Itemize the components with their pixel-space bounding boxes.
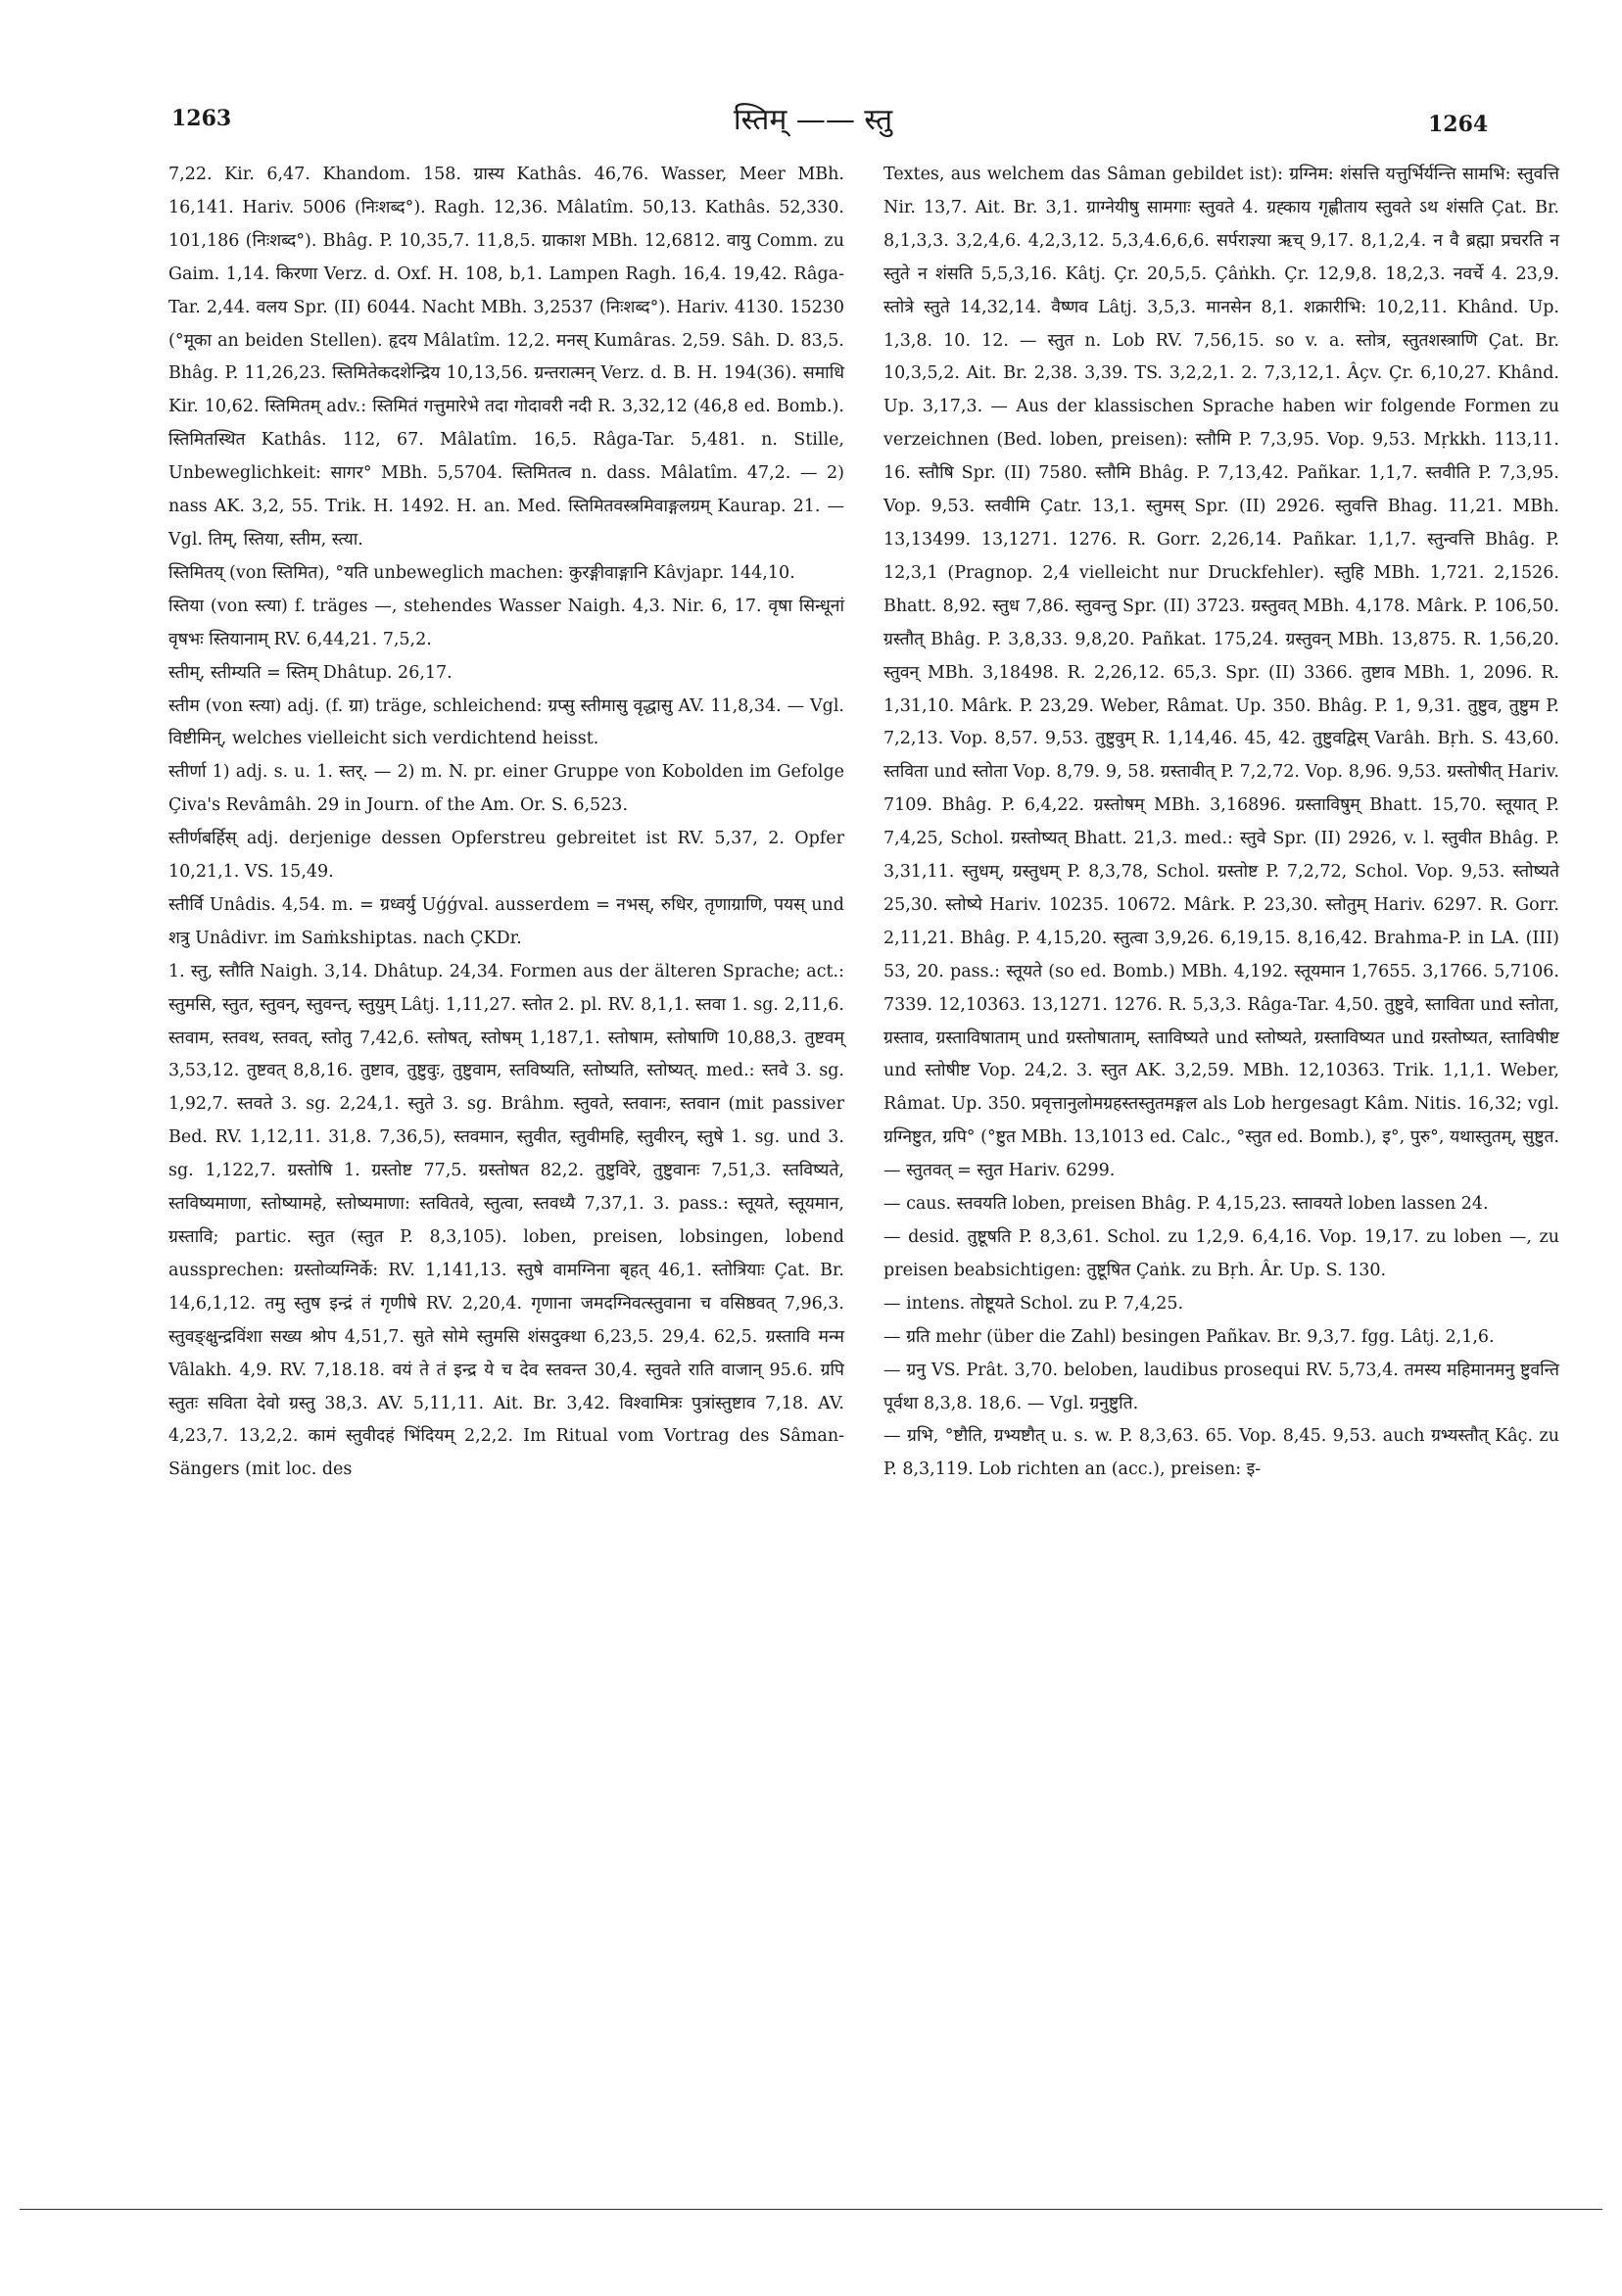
dictionary-entry: स्तीर्णा 1) adj. s. u. 1. स्तर्. — 2) m. N. pr. einer Gruppe von Kobolden im Gefolge Çiva's Revâmâh. 29 in Journ. of the Am. Or. S. 6,523. <box>168 762 844 816</box>
dictionary-entry: 7,22. Kir. 6,47. Khandom. 158. ग्रास्य Kathâs. 46,76. Wasser, Meer MBh. 16,141. Hariv. 5006 (निःशब्द°). Ragh. 12,36. Mâlatîm. 50,13. Kathâs. 52,330. 101,186 (निःशब्द°). Bhâg. P. 10,35,7. 11,8,5. ग्राकाश MBh. 12,6812. वायु Comm. zu Gaim. 1,14. किरणा Verz. d. Oxf. H. 108, b,1. Lampen Ragh. 16,4. 19,42. Râga-Tar. 2,44. वलय Spr. (II) 6044. Nacht MBh. 3,2537 (निःशब्द°). Hariv. 4130. 15230 (°मूका an beiden Stellen). हृदय Mâlatîm. 12,2. मनस् Kumâras. 2,59. Sâh. D. 83,5. Bhâg. P. 11,26,23. स्तिमितेकदशेन्द्रिय 10,13,56. ग्रन्तरात्मन् Verz. d. B. H. 194(36). समाधि Kir. 10,62. स्तिमितम् adv.: स्तिमितं गत्तुमारेभे तदा गोदावरी नदी R. 3,32,12 (46,8 ed. Bomb.). स्तिमितस्थित Kathâs. 112, 67. Mâlatîm. 16,5. Râga-Tar. 5,481. n. Stille, Unbeweglichkeit: सागर° MBh. 5,5704. स्तिमितत्व n. dass. Mâlatîm. 47,2. — 2) nass AK. 3,2, 55. Trik. H. 1492. H. an. Med. स्तिमितवस्त्रमिवाङ्गलग्रम् Kaurap. 21. — Vgl. तिम्, स्तिया, स्तीम, स्त्या. <box>168 165 844 550</box>
dictionary-entry: — ग्रनु VS. Prât. 3,70. beloben, laudibus prosequi RV. 5,73,4. तमस्य महिमानमनु ष्टुवन्ति पूर्वथा 8,3,8. 18,6. — Vgl. ग्रनुष्टुति. <box>883 1360 1559 1413</box>
running-head-title: स्तिम् —— स्तु <box>733 103 893 137</box>
right-column <box>883 159 1559 1487</box>
dictionary-entry: स्तिमितय् (von स्तिमित), °यति unbeweglich machen: कुरङ्गीवाङ्गानि Kâvjapr. 144,10. <box>168 562 795 583</box>
dictionary-entry: स्तीर्णबर्हिस् adj. derjenige dessen Opferstreu gebreitet ist RV. 5,37, 2. Opfer 10,21,1. VS. 15,49. <box>168 829 844 883</box>
right-page-number: 1264 <box>1428 112 1489 137</box>
dictionary-entry: स्तिया (von स्त्या) f. träges —, stehendes Wasser Naigh. 4,3. Nir. 6, 17. वृषा सिन्धूनां वृषभः स्तियानाम् RV. 6,44,21. 7,5,2. <box>168 596 844 649</box>
left-page-number: 1263 <box>171 106 232 131</box>
dictionary-entry: — ग्रभि, °ष्टौति, ग्रभ्यष्टौत् u. s. w. P. 8,3,63. 65. Vop. 8,45. 9,53. auch ग्रभ्यस्तौत् Kâç. zu P. 8,3,119. Lob richten an (acc.), preisen: इ- <box>883 1426 1559 1480</box>
dictionary-entry: — desid. तुष्टूषति P. 8,3,61. Schol. zu 1,2,9. 6,4,16. Vop. 19,17. zu loben —, zu preisen beabsichtigen: तुष्टूषित Çaṅk. zu Bṛh. Âr. Up. S. 130. <box>883 1227 1559 1280</box>
dictionary-entry: — caus. स्तवयति loben, preisen Bhâg. P. 4,15,23. स्तावयते loben lassen 24. <box>883 1194 1489 1215</box>
dictionary-entry: — ग्रति mehr (über die Zahl) besingen Pañkav. Br. 9,3,7. fgg. Lâtj. 2,1,6. <box>883 1326 1495 1347</box>
dictionary-entry: स्तीर्वि Unâdis. 4,54. m. = ग्रध्वर्यु Uǵǵval. ausserdem = नभस्, रुधिर, तृणाग्राणि, पयस् und शत्रु Unâdivr. im Saṁkshiptas. nach ÇKDr. <box>168 894 844 948</box>
footer-rule <box>20 2209 1602 2210</box>
dictionary-entry: — intens. तोष्टूयते Schol. zu P. 7,4,25. <box>883 1293 1184 1314</box>
dictionary-entry: Textes, aus welchem das Sâman gebildet ist): ग्रग्निम: शंसत्ति यत्तुर्भिर्यन्त्ति सामभि: स्तुवत्ति Nir. 13,7. Ait. Br. 3,1. ग्राग्नेयीषु सामगाः स्तुवते 4. ग्रह्काय गृह्णीताय स्तुवते ऽथ शंसति Çat. Br. 8,1,3,3. 3,2,4,6. 4,2,3,12. 5,3,4.6,6,6. सर्पराज्ञ्या ऋच् 9,17. 8,1,2,4. न वै ब्रह्मा प्रचरति न स्तुते न शंसति 5,5,3,16. Kâtj. Çr. 20,5,5. Çâṅkh. Çr. 12,9,8. 18,2,3. नवर्चे 4. 23,9. स्तोत्रे स्तुते 14,32,14. वैष्णव Lâtj. 3,5,3. मानसेन 8,1. शक्रारीभि: 10,2,11. Khând. Up. 1,3,8. 10. 12. — स्तुत n. Lob RV. 7,56,15. so v. a. स्तोत्र, स्तुतशस्त्राणि Çat. Br. 10,3,5,2. Ait. Br. 2,38. 3,39. TS. 3,2,2,1. 2. 7,3,12,1. Âçv. Çr. 6,10,27. Khând. Up. 3,17,3. — Aus der klassischen Sprache haben wir folgende Formen zu verzeichnen (Bed. loben, preisen): स्तौमि P. 7,3,95. Vop. 9,53. Mṛkkh. 113,11. 16. स्तौषि Spr. (II) 7580. स्तौमि Bhâg. P. 7,13,42. Pañkar. 1,1,7. स्तवीति P. 7,3,95. Vop. 9,53. स्तवीमि Çatr. 13,1. स्तुमस् Spr. (II) 2926. स्तुवत्ति Bhag. 11,21. MBh. 13,13499. 13,1271. 1276. R. Gorr. 2,26,14. Pañkar. 1,1,7. स्तुन्वत्ति Bhâg. P. 12,3,1 (Pragnop. 2,4 vielleicht nur Druckfehler). स्तुहि MBh. 1,721. 2,1526. Bhatt. 8,92. स्तुध 7,86. स्तुवन्तु Spr. (II) 3723. ग्रस्तुवत् MBh. 4,178. Mârk. P. 106,50. ग्रस्तौत् Bhâg. P. 3,8,33. 9,8,20. Pañkat. 175,24. ग्रस्तुवन् MBh. 13,875. R. 1,56,20. स्तुवन् MBh. 3,18498. R. 2,26,12. 65,3. Spr. (II) 3366. तुष्टाव MBh. 1, 2096. R. 1,31,10. Mârk. P. 23,29. Weber, Râmat. Up. 350. Bhâg. P. 1, 9,31. तुष्टुव, तुष्टुम P. 7,2,13. Vop. 8,57. 9,53. तुष्टुवुम् R. 1,14,46. 45, 42. तुष्टुवद्विस् Varâh. Bṛh. S. 43,60. स्तविता und स्तोता Vop. 8,79. 9, 58. ग्रस्तावीत् P. 7,2,72. Vop. 8,96. 9,53. ग्रस्तोषीत् Hariv. 7109. Bhâg. P. 6,4,22. ग्रस्तोषम् MBh. 3,16896. ग्रस्ताविषुम् Bhatt. 15,70. स्तूयात् P. 7,4,25, Schol. ग्रस्तोष्यत् Bhatt. 21,3. med.: स्तुवे Spr. (II) 2926, v. l. स्तुवीत Bhâg. P. 3,31,11. स्तुधम्, ग्रस्तुधम् P. 8,3,78, Schol. ग्रस्तोष्ट P. 7,2,72, Schol. Vop. 9,53. स्तोष्यते 25,30. स्तोष्ये Hariv. 10235. 10672. Mârk. P. 23,30. स्तोतुम् Hariv. 6297. R. Gorr. 2,11,21. Bhâg. P. 4,15,20. स्तुत्वा 3,9,26. 6,19,15. 8,16,42. Brahma-P. in LA. (III) 53, 20. pass.: स्तूयते (so ed. Bomb.) MBh. 4,192. स्तूयमान 1,7655. 3,1766. 5,7106. 7339. 12,10363. 13,1271. 1276. R. 5,3,3. Râga-Tar. 4,50. तुष्टुवे, स्ताविता und स्तोता, ग्रस्ताव, ग्रस्ताविषाताम् und ग्रस्तोषाताम्, स्ताविष्यते und स्तोष्यते, ग्रस्ताविष्यत und ग्रस्तोष्यत, स्ताविषीष्ट und स्तोषीष्ट Vop. 24,2. 3. स्तुत AK. 3,2,59. MBh. 12,10363. Trik. 1,1,1. Weber, Râmat. Up. 350. प्रवृत्तानुलोमग्रहस्तस्तुतमङ्गल als Lob hergesagt Kâm. Nitis. 16,32; vgl. ग्रग्निष्टुत, ग्रपि° (°ष्टुत MBh. 13,1013 ed. Calc., °स्तुत ed. Bomb.), इ°, पुरु°, यथास्तुतम्, सुष्टुत. — स्तुतवत् = स्तुत Hariv. 6299. <box>883 165 1559 1181</box>
dictionary-entry: स्तीम्, स्तीम्यति = स्तिम् Dhâtup. 26,17. <box>168 662 453 683</box>
dictionary-entry: 1. स्तु, स्तौति Naigh. 3,14. Dhâtup. 24,34. Formen aus der älteren Sprache; act.: स्तुमसि, स्तुत, स्तुवन्, स्तुवन्त्, स्तुयुम् Lâtj. 1,11,27. स्तोत 2. pl. RV. 8,1,1. स्तवा 1. sg. 2,11,6. स्तवाम, स्तवथ, स्तवत्, स्तोतु 7,42,6. स्तोषत्, स्तोषम् 1,187,1. स्तोषाम, स्तोषाणि 10,88,3. तुष्टवम् 3,53,12. तुष्टवत् 8,8,16. तुष्टाव, तुष्टुवुः, तुष्टुवाम, स्तविष्यति, स्तोष्यति, स्तोष्यत्. med.: स्तवे 3. sg. 1,92,7. स्तवते 3. sg. 2,24,1. स्तुते 3. sg. Brâhm. स्तुवते, स्तवानः, स्तवान (mit passiver Bed. RV. 1,12,11. 31,8. 7,36,5), स्तवमान, स्तुवीत, स्तुवीमहि, स्तुवीरन्, स्तुषे 1. sg. und 3. sg. 1,122,7. ग्रस्तोषि 1. ग्रस्तोष्ट 77,5. ग्रस्तोषत 82,2. तुष्टुविरे, तुष्टुवानः 7,51,3. स्तविष्यते, स्तविष्यमाणा, स्तोष्यामहे, स्तोष्यमाणा: स्तवितवे, स्तुत्वा, स्तवध्यै 7,37,1. 3. pass.: स्तूयते, स्तूयमान, ग्रस्तावि; partic. स्तुत (स्तुत P. 8,3,105). loben, preisen, lobsingen, lobend aussprechen: ग्रस्तोव्यग्निर्के: RV. 1,141,13. स्तुषे वामग्निना बृहत् 46,1. स्तोत्रियाः Çat. Br. 14,6,1,12. तमु स्तुष इन्द्रं तं गृणीषे RV. 2,20,4. गृणाना जमदग्निवत्स्तुवाना च वसिष्ठवत् 7,96,3. स्तुवङ्क्षुन्द्रविंशा सख्य श्रोप 4,51,7. सुते सोमे स्तुमसि शंसदुक्था 6,23,5. 29,4. 62,5. ग्रस्तावि मन्म Vâlakh. 4,9. RV. 7,18.18. वयं ते तं इन्द्र ये च देव स्तवन्त 30,4. स्तुवते राति वाजान् 95.6. ग्रपि स्तुतः सविता देवो ग्रस्तु 38,3. AV. 5,11,11. Ait. Br. 3,42. विश्वामित्रः पुत्रांस्तुष्टाव 7,18. AV. 4,23,7. 13,2,2. कामं स्तुवीदहं भिंदियम् 2,2,2. Im Ritual vom Vortrag des Sâman-Sängers (mit loc. des <box>168 961 844 1480</box>
left-column <box>168 159 844 1487</box>
dictionary-entry: स्तीम (von स्त्या) adj. (f. ग्रा) träge, schleichend: ग्रप्सु स्तीमासु वृद्धासु AV. 11,8,34. — Vgl. विष्टीमिन्, welches vielleicht sich verdichtend heisst. <box>168 695 844 749</box>
